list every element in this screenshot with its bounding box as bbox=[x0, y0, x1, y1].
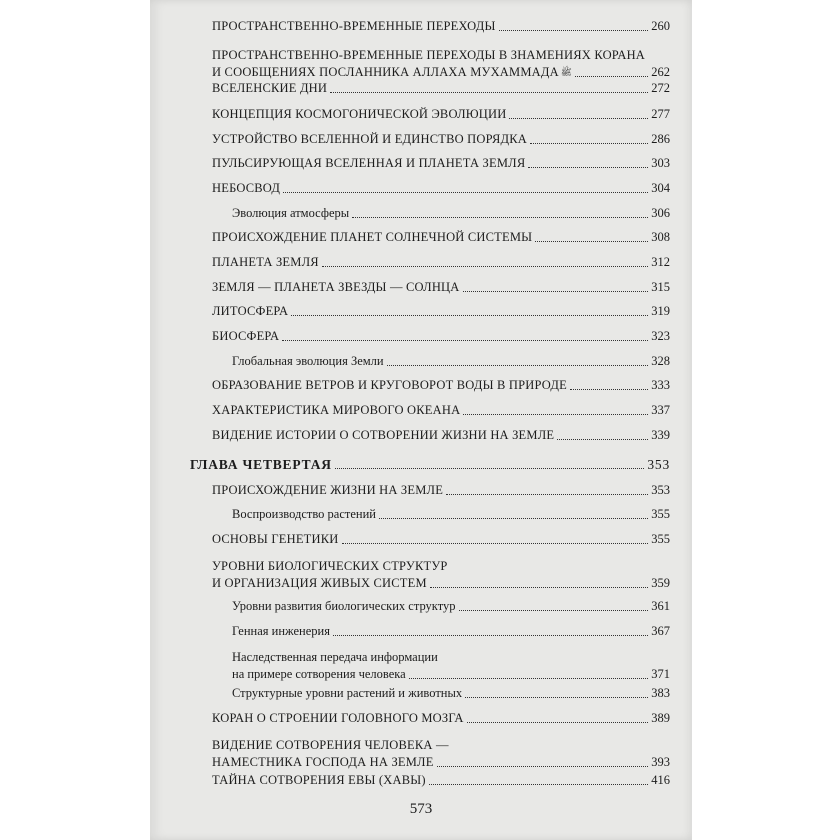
dot-leader bbox=[463, 291, 649, 292]
toc-entry bbox=[212, 427, 670, 444]
toc-entry-title: Глобальная эволюция Земли bbox=[232, 354, 384, 368]
dot-leader bbox=[387, 365, 649, 366]
dot-leader bbox=[335, 468, 645, 469]
toc-entry bbox=[212, 531, 670, 548]
toc-entry-title: Уровни развития биологических структур bbox=[232, 599, 456, 613]
dot-leader bbox=[291, 315, 648, 316]
dot-leader bbox=[430, 587, 648, 588]
toc-entry bbox=[212, 328, 670, 345]
toc-entry-title: ВИДЕНИЕ ИСТОРИИ О СОТВОРЕНИИ ЖИЗНИ НА ЗЕМЛЕ bbox=[212, 428, 555, 442]
toc-entry-page: 337 bbox=[651, 403, 670, 417]
toc-entry-title: ПРОИСХОЖДЕНИЕ ПЛАНЕТ СОЛНЕЧНОЙ СИСТЕМЫ bbox=[212, 230, 533, 244]
toc-entry-page: 328 bbox=[651, 354, 670, 368]
toc-entry-page: 272 bbox=[651, 81, 670, 95]
toc-entry-title: ХАРАКТЕРИСТИКА МИРОВОГО ОКЕАНА bbox=[212, 403, 461, 417]
toc-entry-title: ОСНОВЫ ГЕНЕТИКИ bbox=[212, 532, 339, 546]
dot-leader bbox=[379, 518, 648, 519]
toc-entry bbox=[212, 558, 670, 592]
dot-leader bbox=[333, 635, 648, 636]
dot-leader bbox=[509, 118, 648, 119]
toc-entry-title: БИОСФЕРА bbox=[212, 329, 280, 343]
toc-entry-page: 353 bbox=[647, 457, 670, 472]
toc-subentry bbox=[232, 205, 670, 222]
toc-entry-page: 312 bbox=[651, 255, 670, 269]
toc-entry-page: 367 bbox=[651, 624, 670, 638]
toc-entry bbox=[212, 737, 670, 771]
toc-entry-title-line1: Наследственная передача информации bbox=[232, 650, 438, 664]
toc-entry-title: Структурные уровни растений и животных bbox=[232, 686, 463, 700]
toc-entry-page: 260 bbox=[651, 19, 670, 33]
toc-entry-page: 333 bbox=[651, 378, 670, 392]
dot-leader bbox=[282, 340, 648, 341]
toc-entry bbox=[212, 254, 670, 271]
toc-entry-title: ВСЕЛЕНСКИЕ ДНИ bbox=[212, 81, 328, 95]
toc-entry-page: 262 bbox=[651, 65, 670, 79]
toc-entry bbox=[212, 131, 670, 148]
dot-leader bbox=[283, 192, 648, 193]
toc-entry-page: 416 bbox=[651, 773, 670, 787]
toc-entry-page: 304 bbox=[651, 181, 670, 195]
toc-entry-title-line1: ПРОСТРАНСТВЕННО-ВРЕМЕННЫЕ ПЕРЕХОДЫ В ЗНАМЕНИЯХ КОРАНА bbox=[212, 48, 646, 62]
toc-subentry bbox=[232, 623, 670, 640]
toc-entry-page: 277 bbox=[651, 107, 670, 121]
toc-entry-page: 315 bbox=[651, 280, 670, 294]
toc-entry-title-line2: И ОРГАНИЗАЦИЯ ЖИВЫХ СИСТЕМ bbox=[212, 576, 427, 590]
book-page bbox=[150, 0, 692, 840]
toc-entry bbox=[212, 80, 670, 97]
honorific-ornament: ﷺ bbox=[560, 67, 572, 77]
toc-entry-title: КОНЦЕПЦИЯ КОСМОГОНИЧЕСКОЙ ЭВОЛЮЦИИ bbox=[212, 107, 507, 121]
dot-leader bbox=[557, 439, 648, 440]
toc-entry bbox=[212, 482, 670, 499]
toc-entry-page: 339 bbox=[651, 428, 670, 442]
page-number: 573 bbox=[409, 801, 433, 817]
toc-entry-title-line2: И СООБЩЕНИЯХ ПОСЛАННИКА АЛЛАХА МУХАММАДА bbox=[212, 65, 559, 79]
dot-leader bbox=[322, 266, 648, 267]
dot-leader bbox=[352, 217, 648, 218]
toc-entry bbox=[212, 303, 670, 320]
toc-chapter-heading bbox=[190, 456, 670, 473]
toc-entry-title: ПЛАНЕТА ЗЕМЛЯ bbox=[212, 255, 319, 269]
toc-entry-title-line1: ВИДЕНИЕ СОТВОРЕНИЯ ЧЕЛОВЕКА — bbox=[212, 738, 449, 752]
toc-entry-title: ЗЕМЛЯ — ПЛАНЕТА ЗВЕЗДЫ — СОЛНЦА bbox=[212, 280, 460, 294]
toc-subentry bbox=[232, 685, 670, 702]
toc-entry bbox=[212, 402, 670, 419]
toc-entry bbox=[212, 180, 670, 197]
toc-entry-title: ОБРАЗОВАНИЕ ВЕТРОВ И КРУГОВОРОТ ВОДЫ В ПРИРОДЕ bbox=[212, 378, 567, 392]
toc-entry-title: Генная инженерия bbox=[232, 624, 330, 638]
dot-leader bbox=[528, 167, 648, 168]
toc-entry-page: 359 bbox=[651, 576, 670, 590]
toc-entry-page: 319 bbox=[651, 304, 670, 318]
toc-entry-page: 389 bbox=[651, 711, 670, 725]
chapter-title: ГЛАВА ЧЕТВЕРТАЯ bbox=[190, 457, 332, 472]
dot-leader bbox=[499, 30, 649, 31]
dot-leader bbox=[575, 76, 649, 77]
toc-entry bbox=[212, 155, 670, 172]
toc-entry-page: 383 bbox=[651, 686, 670, 700]
toc-entry-page: 353 bbox=[651, 483, 670, 497]
dot-leader bbox=[429, 784, 649, 785]
toc-entry-page: 371 bbox=[651, 667, 670, 681]
toc-entry-title-line1: УРОВНИ БИОЛОГИЧЕСКИХ СТРУКТУР bbox=[212, 559, 448, 573]
toc-entry-title: Эволюция атмосферы bbox=[232, 206, 350, 220]
toc-subentry bbox=[232, 506, 670, 523]
toc-entry-title: КОРАН О СТРОЕНИИ ГОЛОВНОГО МОЗГА bbox=[212, 711, 464, 725]
dot-leader bbox=[530, 143, 648, 144]
toc-subentry bbox=[232, 598, 670, 615]
toc-entry-title: НЕБОСВОД bbox=[212, 181, 281, 195]
toc-entry bbox=[212, 710, 670, 727]
toc-entry-title: ЛИТОСФЕРА bbox=[212, 304, 289, 318]
toc-subentry bbox=[232, 649, 670, 683]
dot-leader bbox=[409, 678, 649, 679]
dot-leader bbox=[437, 766, 649, 767]
toc-entry-page: 306 bbox=[651, 206, 670, 220]
toc-entry bbox=[212, 18, 670, 35]
toc-entry-title: ПРОИСХОЖДЕНИЕ ЖИЗНИ НА ЗЕМЛЕ bbox=[212, 483, 444, 497]
toc-entry-title: ПРОСТРАНСТВЕННО-ВРЕМЕННЫЕ ПЕРЕХОДЫ bbox=[212, 19, 496, 33]
toc-entry-title: ТАЙНА СОТВОРЕНИЯ ЕВЫ (ХАВЫ) bbox=[212, 773, 426, 787]
toc-entry-title-line2: на примере сотворения человека bbox=[232, 667, 406, 681]
dot-leader bbox=[459, 610, 649, 611]
toc-entry-title: Воспроизводство растений bbox=[232, 507, 376, 521]
toc-entry bbox=[212, 47, 670, 81]
toc-entry-page: 393 bbox=[651, 755, 670, 769]
dot-leader bbox=[330, 92, 648, 93]
dot-leader bbox=[463, 414, 648, 415]
toc-entry-page: 308 bbox=[651, 230, 670, 244]
dot-leader bbox=[535, 241, 648, 242]
toc-entry-page: 303 bbox=[651, 156, 670, 170]
dot-leader bbox=[342, 543, 649, 544]
table-of-contents bbox=[150, 0, 692, 840]
toc-entry bbox=[212, 279, 670, 296]
toc-entry-title: ПУЛЬСИРУЮЩАЯ ВСЕЛЕННАЯ И ПЛАНЕТА ЗЕМЛЯ bbox=[212, 156, 526, 170]
toc-entry bbox=[212, 377, 670, 394]
toc-entry-title: УСТРОЙСТВО ВСЕЛЕННОЙ И ЕДИНСТВО ПОРЯДКА bbox=[212, 132, 528, 146]
toc-subentry bbox=[232, 353, 670, 370]
dot-leader bbox=[465, 697, 648, 698]
dot-leader bbox=[570, 389, 648, 390]
toc-entry-page: 355 bbox=[651, 532, 670, 546]
toc-entry-page: 323 bbox=[651, 329, 670, 343]
toc-entry-title-line2: НАМЕСТНИКА ГОСПОДА НА ЗЕМЛЕ bbox=[212, 755, 434, 769]
dot-leader bbox=[446, 494, 648, 495]
toc-entry-page: 286 bbox=[651, 132, 670, 146]
toc-entry bbox=[212, 106, 670, 123]
toc-entry bbox=[212, 229, 670, 246]
toc-entry-page: 355 bbox=[651, 507, 670, 521]
dot-leader bbox=[467, 722, 649, 723]
toc-entry-page: 361 bbox=[651, 599, 670, 613]
toc-entry bbox=[212, 772, 670, 789]
